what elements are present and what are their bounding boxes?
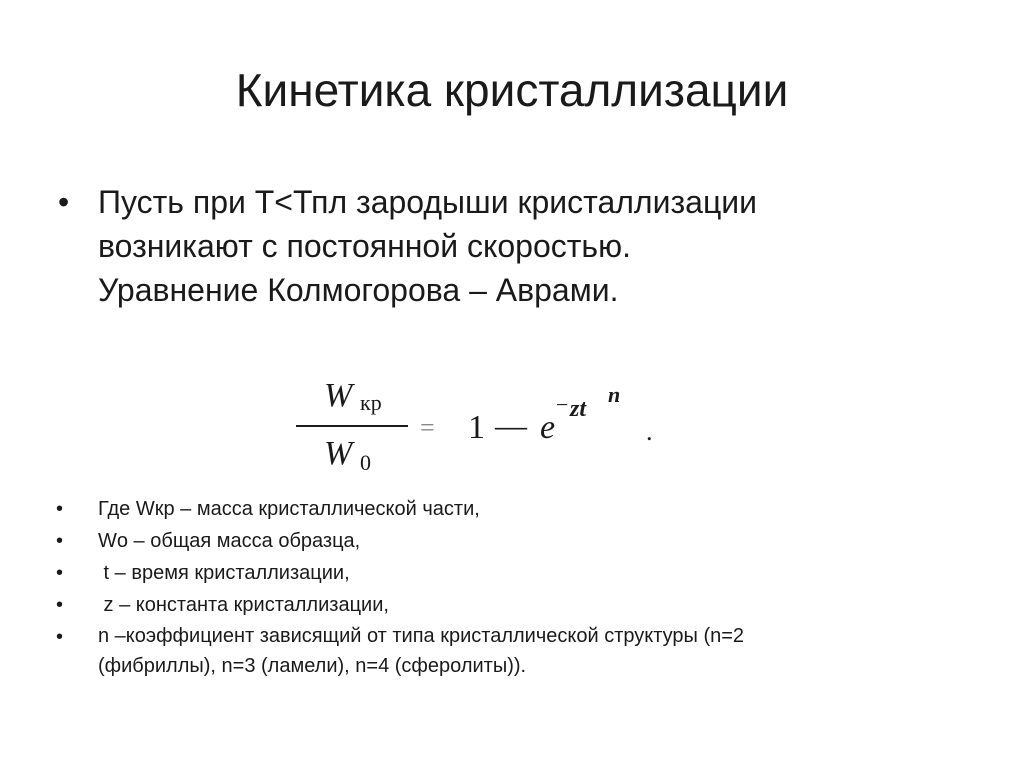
bullet-marker: • [56, 626, 64, 648]
definition-item [56, 557, 986, 589]
denominator-symbol: W [324, 435, 353, 472]
bullet-marker: • [56, 594, 64, 616]
bullet-marker: • [56, 530, 64, 552]
equals-sign: = [420, 413, 435, 442]
bullet-marker: • [56, 562, 64, 584]
main-bullet-line: Пусть при Т<Тпл зародыши кристаллизации [98, 184, 758, 220]
equation-figure [290, 368, 690, 478]
numerator-subscript: кр [360, 390, 382, 415]
exponent-power: n [608, 382, 621, 407]
main-bullet-line: Уравнение Колмогорова – Аврами. [98, 272, 619, 308]
definition-text: n –коэффициент зависящий от типа кристаллической структуры (n=2 [98, 625, 745, 647]
exponent-body: zt [570, 396, 587, 422]
formula-one: 1 [468, 409, 485, 446]
formula-period: . [646, 417, 653, 446]
exponent-sign: − [556, 392, 569, 417]
definition-item [56, 525, 986, 557]
bullet-marker: • [58, 184, 70, 220]
definition-item [56, 589, 986, 621]
definition-text: z – константа кристаллизации, [98, 594, 389, 616]
avrami-equation [290, 368, 690, 478]
definition-item [56, 493, 986, 525]
main-bullet-text [98, 180, 958, 312]
slide-title: Кинетика кристаллизации [235, 64, 789, 116]
main-bullet-line: возникают с постоянной скоростью. [98, 228, 631, 264]
definition-text: Где Wкр – масса кристаллической части, [98, 498, 480, 520]
formula-minus: — [495, 407, 527, 443]
definitions-list [56, 493, 986, 681]
numerator-symbol: W [324, 377, 353, 414]
definition-text: Wо – общая масса образца, [98, 530, 361, 552]
definition-text: t – время кристаллизации, [98, 562, 350, 584]
exponent-base: e [540, 409, 556, 446]
definition-item [56, 621, 986, 681]
bullet-marker: • [56, 498, 64, 520]
denominator-subscript: 0 [360, 450, 371, 475]
definition-text: (фибриллы), n=3 (ламели), n=4 (сферолиты)). [98, 655, 527, 677]
